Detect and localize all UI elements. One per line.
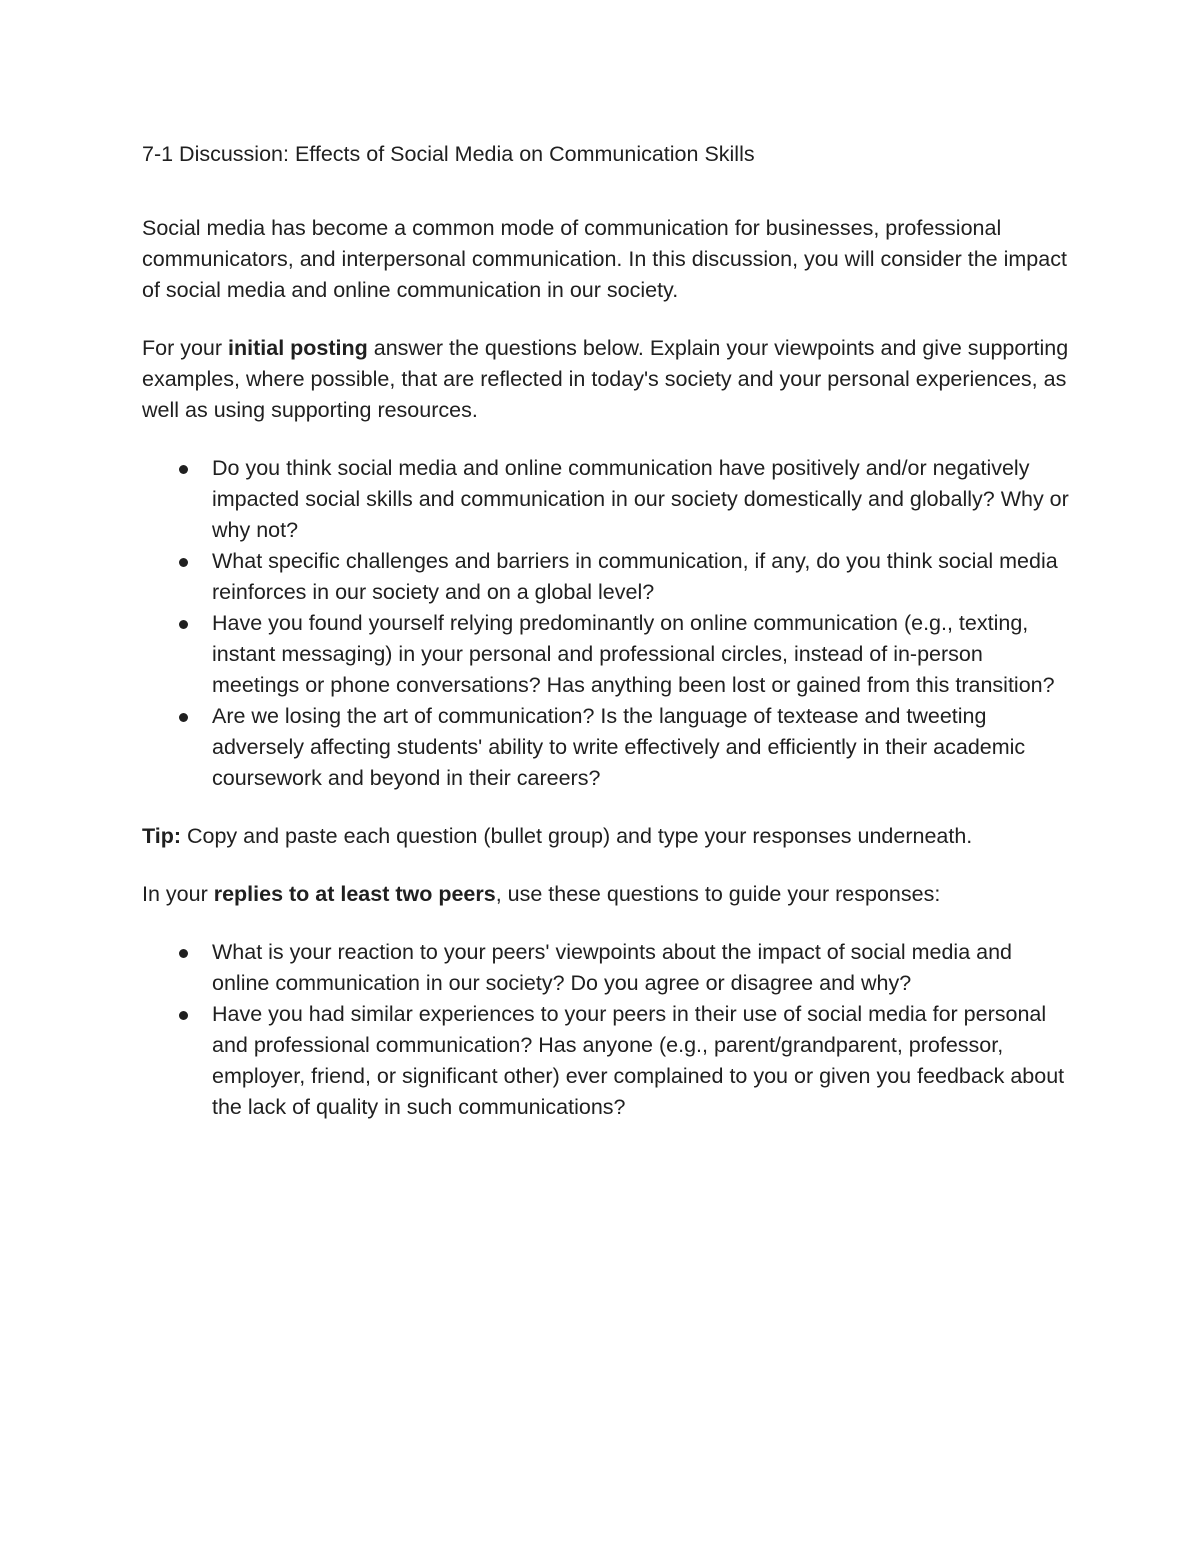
list-item-text: What specific challenges and barriers in communication, if any, do you think social media reinforces in our society and on a global level? [212,549,1058,604]
bullet-icon [179,949,188,958]
list-item [142,546,1072,608]
tip-label: Tip: [142,824,182,848]
bullet-icon [179,1011,188,1020]
initial-posting-bold: initial posting [228,336,368,360]
list-item-text: Have you had similar experiences to your peers in their use of social media for personal and professional communication? Has anyone (e.g., parent/grandparent, professor, employer, friend, or significant other) ever complained to you or given you feedback about the lack of quality in such communications? [212,1002,1065,1119]
tip-paragraph [142,821,1072,852]
reply-questions-list [142,937,1072,1123]
document-title: 7-1 Discussion: Effects of Social Media on Communication Skills [142,142,755,166]
bullet-icon [179,465,188,474]
list-item-text: Do you think social media and online communication have positively and/or negatively impacted social skills and communication in our society domestically and globally? Why or why not? [212,456,1069,542]
document-page [142,139,1072,1150]
initial-posting-paragraph [142,333,1072,426]
list-item [142,999,1072,1123]
list-item [142,453,1072,546]
replies-rest: , use these questions to guide your responses: [495,882,941,906]
list-item [142,608,1072,701]
intro-paragraph: Social media has become a common mode of communication for businesses, professional communicators, and interpersonal communication. In this discussion, you will consider the impact of social media and online communication in our society. [142,216,1067,302]
bullet-icon [179,558,188,567]
initial-posting-rest: answer the questions below. Explain your viewpoints and give supporting examples, where possible, that are reflected in today's society and your personal experiences, as well as using supporting resources. [142,336,1069,422]
list-item [142,937,1072,999]
list-item [142,701,1072,794]
bullet-icon [179,620,188,629]
initial-questions-list [142,453,1072,794]
list-item-text: What is your reaction to your peers' viewpoints about the impact of social media and online communication in our society? Do you agree or disagree and why? [212,940,1013,995]
replies-lead: In your [142,882,214,906]
list-item-text: Are we losing the art of communication? Is the language of textease and tweeting adversely affecting students' ability to write effectively and efficiently in their academic coursework and beyond in their careers? [212,704,1026,790]
replies-bold: replies to at least two peers [213,882,496,906]
initial-posting-lead: For your [142,336,229,360]
replies-paragraph [142,879,1072,910]
tip-text: Copy and paste each question (bullet group) and type your responses underneath. [181,824,973,848]
list-item-text: Have you found yourself relying predominantly on online communication (e.g., texting, instant messaging) in your personal and professional circles, instead of in-person meetings or phone conversations? Has anything been lost or gained from this transition? [212,611,1055,697]
bullet-icon [179,713,188,722]
